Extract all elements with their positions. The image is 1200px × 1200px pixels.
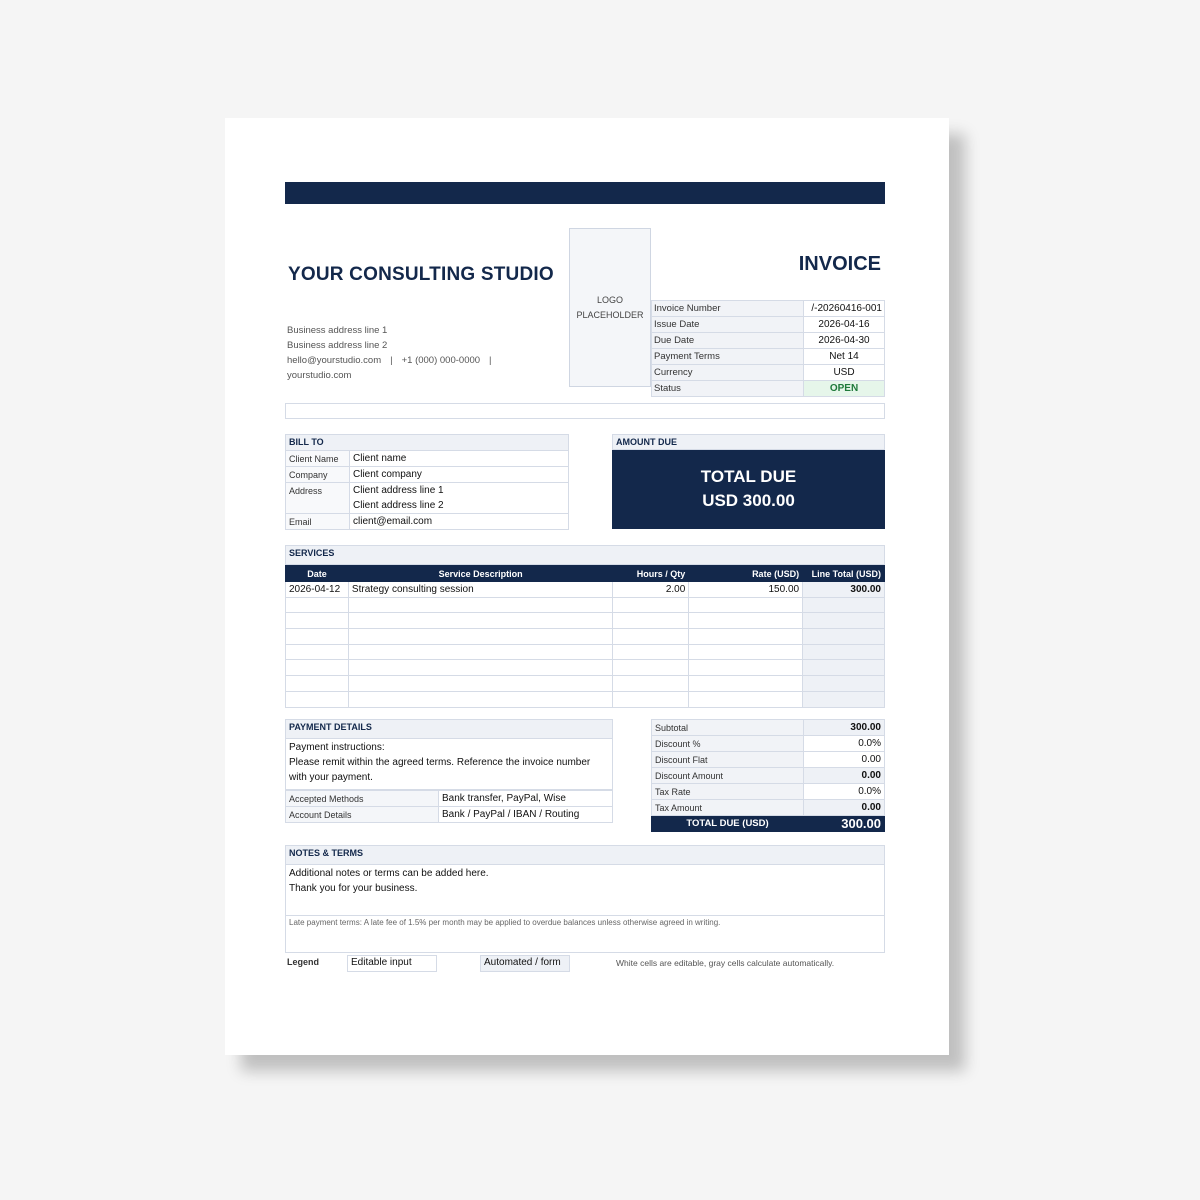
services-table xyxy=(285,565,885,708)
studio-phone: +1 (000) 000-0000 xyxy=(401,355,481,366)
col-header-description: Service Description xyxy=(348,566,612,582)
notes-body[interactable] xyxy=(285,865,885,916)
date-cell[interactable] xyxy=(286,613,349,629)
qty-cell[interactable] xyxy=(613,644,689,660)
status-badge[interactable]: OPEN xyxy=(804,381,885,397)
line-total-cell xyxy=(803,691,885,707)
discount-flat-cell[interactable]: 0.00 xyxy=(804,752,885,768)
description-cell[interactable] xyxy=(348,644,612,660)
tax-rate-label: Tax Rate xyxy=(652,784,804,800)
legend-label: Legend xyxy=(287,957,320,967)
meta-label: Currency xyxy=(652,365,804,381)
rate-cell[interactable] xyxy=(689,629,803,645)
meta-label: Invoice Number xyxy=(652,301,804,317)
account-details-label: Account Details xyxy=(286,807,439,823)
payment-instructions[interactable] xyxy=(285,739,613,790)
table-row xyxy=(286,644,885,660)
description-cell[interactable] xyxy=(348,597,612,613)
email-cell[interactable]: client@email.com xyxy=(350,514,569,530)
date-cell[interactable] xyxy=(286,629,349,645)
notes-line2: Thank you for your business. xyxy=(289,883,418,894)
bill-to-header: BILL TO xyxy=(286,435,569,451)
table-row xyxy=(286,613,885,629)
issue-date-cell[interactable]: 2026-04-16 xyxy=(804,317,885,333)
accepted-methods-cell[interactable]: Bank transfer, PayPal, Wise xyxy=(439,791,613,807)
discount-amount-cell: 0.00 xyxy=(804,768,885,784)
date-cell[interactable] xyxy=(286,644,349,660)
rate-cell[interactable] xyxy=(689,676,803,692)
grand-total-label: TOTAL DUE (USD) xyxy=(652,816,804,832)
rate-cell[interactable] xyxy=(689,660,803,676)
line-total-cell xyxy=(803,660,885,676)
rate-cell[interactable] xyxy=(689,691,803,707)
accepted-methods-label: Accepted Methods xyxy=(286,791,439,807)
address-line1-cell[interactable]: Client address line 1 xyxy=(350,483,569,499)
invoice-number-cell[interactable]: /-20260416-001 xyxy=(804,301,885,317)
meta-row xyxy=(652,301,885,317)
studio-address-line2[interactable]: Business address line 2 xyxy=(287,340,388,351)
table-row xyxy=(286,629,885,645)
date-cell[interactable] xyxy=(286,597,349,613)
totals-table xyxy=(651,719,885,832)
col-header-date: Date xyxy=(286,566,349,582)
amount-due-box xyxy=(612,450,885,529)
qty-cell[interactable] xyxy=(613,613,689,629)
meta-row xyxy=(652,349,885,365)
payment-details-header: PAYMENT DETAILS xyxy=(285,719,613,739)
description-cell[interactable]: Strategy consulting session xyxy=(348,582,612,598)
due-date-cell[interactable]: 2026-04-30 xyxy=(804,333,885,349)
invoice-title: INVOICE xyxy=(798,253,881,275)
legend-automated-swatch: Automated / form xyxy=(480,955,570,972)
invoice-meta-table xyxy=(651,300,885,397)
payment-methods-table xyxy=(285,790,613,823)
meta-label: Due Date xyxy=(652,333,804,349)
subtotal-label: Subtotal xyxy=(652,720,804,736)
col-header-line-total: Line Total (USD) xyxy=(803,566,885,582)
client-name-cell[interactable]: Client name xyxy=(350,451,569,467)
top-accent-bar xyxy=(285,182,885,204)
table-row xyxy=(286,660,885,676)
meta-row xyxy=(652,381,885,397)
notes-header: NOTES & TERMS xyxy=(285,845,885,865)
meta-label: Status xyxy=(652,381,804,397)
meta-row xyxy=(652,333,885,349)
qty-cell[interactable] xyxy=(613,676,689,692)
rate-cell[interactable] xyxy=(689,613,803,629)
studio-contact[interactable] xyxy=(287,355,501,366)
separator: | xyxy=(489,355,492,366)
col-header-qty: Hours / Qty xyxy=(613,566,689,582)
date-cell[interactable] xyxy=(286,691,349,707)
company-label: Company xyxy=(286,467,350,483)
account-details-cell[interactable]: Bank / PayPal / IBAN / Routing xyxy=(439,807,613,823)
grand-total-cell: 300.00 xyxy=(804,816,885,832)
late-payment-terms[interactable]: Late payment terms: A late fee of 1.5% per month may be applied to overdue balances unless otherwise agreed in writing. xyxy=(285,916,885,953)
address-line2-cell[interactable]: Client address line 2 xyxy=(350,498,569,514)
amount-due-header: AMOUNT DUE xyxy=(612,434,885,450)
legend-note: White cells are editable, gray cells calculate automatically. xyxy=(616,958,835,968)
description-cell[interactable] xyxy=(348,660,612,676)
studio-name[interactable]: YOUR CONSULTING STUDIO xyxy=(288,264,554,285)
total-due-amount: USD 300.00 xyxy=(702,491,795,510)
logo-placeholder[interactable] xyxy=(569,228,651,387)
qty-cell[interactable] xyxy=(613,691,689,707)
legend-editable-swatch: Editable input xyxy=(347,955,437,972)
services-header: SERVICES xyxy=(285,545,885,565)
meta-row xyxy=(652,365,885,381)
discount-flat-label: Discount Flat xyxy=(652,752,804,768)
payment-instructions-body: Please remit within the agreed terms. Reference the invoice number with your payment. xyxy=(289,757,591,783)
table-row xyxy=(286,691,885,707)
discount-pct-label: Discount % xyxy=(652,736,804,752)
qty-cell[interactable] xyxy=(613,629,689,645)
line-total-cell xyxy=(803,629,885,645)
description-cell[interactable] xyxy=(348,613,612,629)
rate-cell[interactable]: 150.00 xyxy=(689,582,803,598)
line-total-cell xyxy=(803,613,885,629)
qty-cell[interactable]: 2.00 xyxy=(613,582,689,598)
studio-address-line1[interactable]: Business address line 1 xyxy=(287,325,388,336)
address-label-cont xyxy=(286,498,350,514)
company-cell[interactable]: Client company xyxy=(350,467,569,483)
rate-cell[interactable] xyxy=(689,597,803,613)
services-section xyxy=(285,545,885,708)
date-cell[interactable] xyxy=(286,676,349,692)
logo-label: LOGO PLACEHOLDER xyxy=(576,294,644,320)
line-total-cell xyxy=(803,676,885,692)
description-cell[interactable] xyxy=(348,629,612,645)
blank-row[interactable] xyxy=(285,403,885,419)
meta-label: Payment Terms xyxy=(652,349,804,365)
studio-website[interactable]: yourstudio.com xyxy=(287,370,352,381)
table-row xyxy=(286,597,885,613)
line-total-cell xyxy=(803,597,885,613)
meta-label: Issue Date xyxy=(652,317,804,333)
payment-instructions-title: Payment instructions: xyxy=(289,742,385,753)
notes-section xyxy=(285,845,885,953)
tax-amount-cell: 0.00 xyxy=(804,800,885,816)
rate-cell[interactable] xyxy=(689,644,803,660)
description-cell[interactable] xyxy=(348,676,612,692)
line-total-cell: 300.00 xyxy=(803,582,885,598)
address-label: Address xyxy=(286,483,350,499)
subtotal-cell: 300.00 xyxy=(804,720,885,736)
qty-cell[interactable] xyxy=(613,660,689,676)
meta-row xyxy=(652,317,885,333)
table-row xyxy=(286,582,885,598)
notes-line1: Additional notes or terms can be added here. xyxy=(289,868,489,879)
tax-amount-label: Tax Amount xyxy=(652,800,804,816)
discount-pct-cell[interactable]: 0.0% xyxy=(804,736,885,752)
col-header-rate: Rate (USD) xyxy=(689,566,803,582)
studio-email: hello@yourstudio.com xyxy=(287,355,382,366)
date-cell[interactable]: 2026-04-12 xyxy=(286,582,349,598)
currency-cell[interactable]: USD xyxy=(804,365,885,381)
table-row xyxy=(286,676,885,692)
client-name-label: Client Name xyxy=(286,451,350,467)
tax-rate-cell[interactable]: 0.0% xyxy=(804,784,885,800)
payment-terms-cell[interactable]: Net 14 xyxy=(804,349,885,365)
date-cell[interactable] xyxy=(286,660,349,676)
email-label: Email xyxy=(286,514,350,530)
discount-amount-label: Discount Amount xyxy=(652,768,804,784)
separator: | xyxy=(390,355,393,366)
line-total-cell xyxy=(803,644,885,660)
payment-details-section xyxy=(285,719,613,823)
qty-cell[interactable] xyxy=(613,597,689,613)
total-due-label: TOTAL DUE xyxy=(700,467,797,486)
bill-to-table xyxy=(285,434,569,530)
description-cell[interactable] xyxy=(348,691,612,707)
